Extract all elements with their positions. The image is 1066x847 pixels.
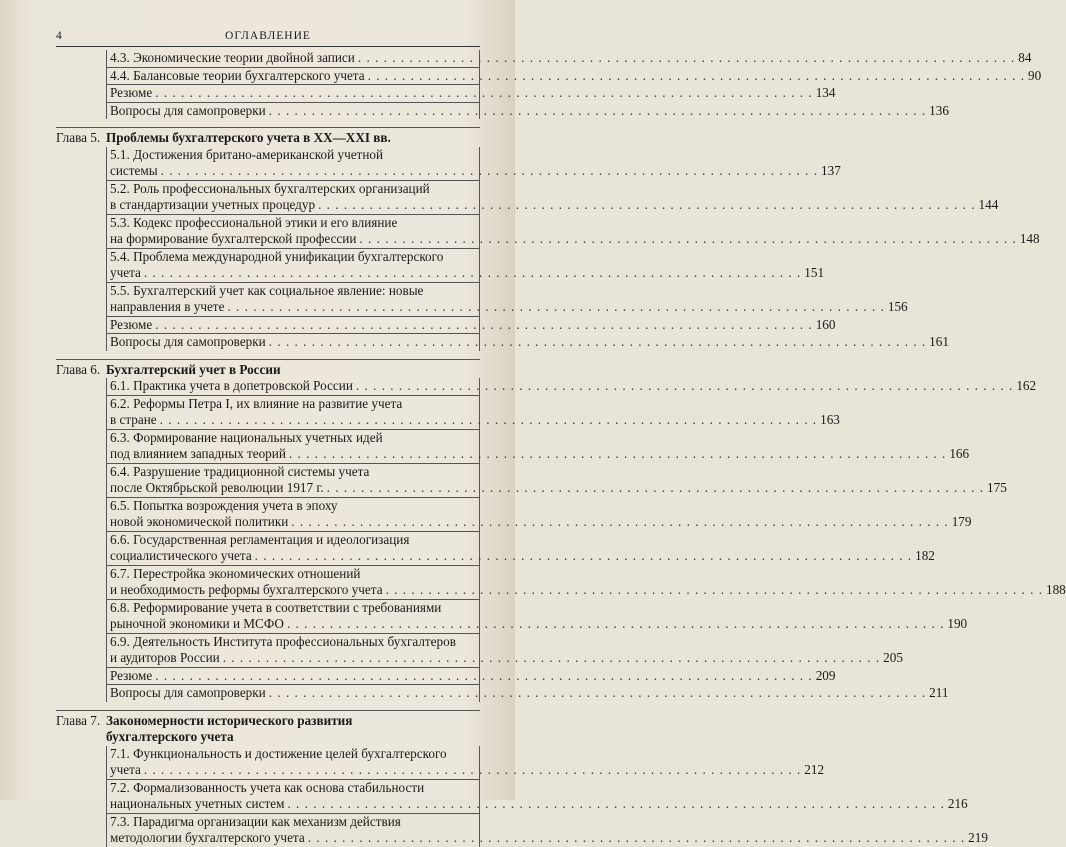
chapter-heading [56, 713, 480, 746]
dot-leader: . . . . . . . . . . . . . . . . . . . . . . . . . . . . . . . . . . . . . . . . . . . . . . . . . . . . . . . . . . . . . . . . . . . . . . . . . . . . . [307, 830, 966, 845]
toc-entry-line [110, 446, 970, 463]
toc-entry[interactable] [107, 813, 988, 847]
toc-entry-line [110, 50, 1032, 67]
chapter-label: Глава 5. [56, 130, 101, 145]
page-title: ОГЛАВЛЕНИЕ [225, 30, 311, 42]
dot-leader: . . . . . . . . . . . . . . . . . . . . . . . . . . . . . . . . . . . . . . . . . . . . . . . . . . . . . . . . . . . . . . . . . . . . . . . . . . . . . [268, 334, 927, 349]
toc-entry-line [110, 633, 456, 651]
toc-entry-line [110, 430, 445, 447]
toc-entries [106, 745, 988, 847]
toc-entry-line [110, 378, 1037, 395]
toc-entry-line [110, 514, 972, 531]
toc-entry-text: 6.8. Реформирование учета в соответствии с требованиями [110, 599, 442, 615]
toc-entry-text: новой экономической политики [110, 514, 289, 529]
toc-entry-text: в стандартизации учетных процедур [110, 197, 316, 212]
toc-entry-line [110, 316, 836, 334]
toc-entry[interactable] [107, 102, 949, 120]
toc-page-number: 134 [815, 85, 836, 100]
toc-entry-text: на формирование бухгалтерской профессии [110, 231, 357, 246]
toc-entry-text: 6.4. Разрушение традиционной системы учета [110, 463, 370, 479]
dot-leader: . . . . . . . . . . . . . . . . . . . . . . . . . . . . . . . . . . . . . . . . . . . . . . . . . . . . . . . . . . . . . . . . . . . . . . . . . . . . . [143, 762, 802, 777]
toc-entry[interactable] [107, 667, 836, 686]
dot-leader: . . . . . . . . . . . . . . . . . . . . . . . . . . . . . . . . . . . . . . . . . . . . . . . . . . . . . . . . . . . . . . . . . . . . . . . . . . . . . [155, 667, 813, 683]
toc-entry-text: 6.1. Практика учета в допетровской России [110, 378, 353, 393]
toc-page-number: 219 [968, 830, 988, 845]
toc-entry[interactable] [107, 463, 1007, 498]
toc-entry[interactable] [107, 497, 972, 532]
toc-page-number: 216 [947, 796, 968, 811]
toc-entry[interactable] [107, 50, 1032, 68]
chapter-heading [56, 362, 480, 379]
toc-entry[interactable] [107, 395, 840, 430]
toc-entry-text: 4.4. Балансовые теории бухгалтерского учета [110, 67, 365, 83]
toc-entry-text: в стране [110, 412, 157, 427]
toc-entry-text: 7.1. Функциональность и достижение целей бухгалтерского [110, 745, 447, 761]
toc-entries [106, 50, 1042, 119]
toc-entry-text: 5.5. Бухгалтерский учет как социальное явление: новые [110, 282, 424, 298]
toc-entry-text: Вопросы для самопроверки [110, 685, 266, 700]
toc-entry-text: системы [110, 163, 158, 178]
toc-entry-text: и аудиторов России [110, 650, 220, 665]
toc-entry-line [110, 814, 445, 831]
toc-page-number: 175 [987, 480, 1007, 495]
toc-entry[interactable] [107, 316, 836, 335]
toc-page-number: 209 [815, 667, 836, 683]
chapter-label: Глава 6. [56, 361, 101, 377]
toc-entry-text: направления в учете [110, 299, 225, 314]
running-header [56, 30, 480, 47]
toc-entry-text: под влиянием западных теорий [110, 446, 286, 461]
dot-leader: . . . . . . . . . . . . . . . . . . . . . . . . . . . . . . . . . . . . . . . . . . . . . . . . . . . . . . . . . . . . . . . . . . . . . . . . . . . . . [359, 231, 1017, 246]
toc-entry[interactable] [107, 334, 949, 351]
toc-entry-text: учета [110, 265, 141, 280]
toc-entry[interactable] [107, 214, 1040, 249]
chapter-label: Глава 7. [56, 712, 101, 728]
toc-entry-line [110, 796, 968, 813]
dot-leader: . . . . . . . . . . . . . . . . . . . . . . . . . . . . . . . . . . . . . . . . . . . . . . . . . . . . . . . . . . . . . . . . . . . . . . . . . . . . . [357, 50, 1016, 65]
toc-entry-line [110, 650, 903, 667]
toc-entry-text: методологии бухгалтерского учета [110, 830, 305, 845]
toc-page-number: 182 [915, 548, 935, 563]
toc-entry-line [110, 667, 836, 685]
toc-page-number: 148 [1019, 231, 1040, 246]
toc-entry-line [110, 265, 825, 282]
toc-entry-line [110, 334, 949, 351]
toc-entry[interactable] [107, 146, 841, 181]
toc-entry-text: 5.2. Роль профессиональных бухгалтерских организаций [110, 180, 430, 196]
toc-entry-text: социалистического учета [110, 548, 252, 563]
toc-entry-line [110, 163, 841, 180]
dot-leader: . . . . . . . . . . . . . . . . . . . . . . . . . . . . . . . . . . . . . . . . . . . . . . . . . . . . . . . . . . . . . . . . . . . . . . . . . . . . . [326, 480, 985, 495]
toc-entry[interactable] [107, 282, 908, 317]
toc-entry-line [110, 685, 949, 702]
dot-leader: . . . . . . . . . . . . . . . . . . . . . . . . . . . . . . . . . . . . . . . . . . . . . . . . . . . . . . . . . . . . . . . . . . . . . . . . . . . . . [254, 548, 913, 563]
toc-entry-line [110, 85, 836, 102]
toc-entry-text: Резюме [110, 667, 153, 683]
toc-entry[interactable] [107, 633, 903, 668]
toc-entry-line [110, 396, 445, 413]
toc-entry-text: 6.5. Попытка возрождения учета в эпоху [110, 497, 338, 513]
toc-entry-text: 6.3. Формирование национальных учетных идей [110, 429, 383, 445]
toc-page-number: 190 [947, 616, 968, 631]
toc-entry[interactable] [107, 85, 836, 103]
toc-entry[interactable] [107, 67, 1042, 86]
toc-entry[interactable] [107, 531, 935, 566]
toc-entry-text: Вопросы для самопроверки [110, 334, 266, 349]
toc-entry[interactable] [107, 378, 1037, 396]
toc-page-number: 188 [1045, 582, 1066, 597]
toc-page-number: 156 [887, 299, 908, 314]
dot-leader: . . . . . . . . . . . . . . . . . . . . . . . . . . . . . . . . . . . . . . . . . . . . . . . . . . . . . . . . . . . . . . . . . . . . . . . . . . . . . [385, 582, 1043, 597]
toc-entry-text: Вопросы для самопроверки [110, 102, 266, 118]
toc-entry-line [110, 249, 445, 266]
toc-entry-text: 4.3. Экономические теории двойной записи [110, 50, 355, 65]
toc-entry-line [110, 498, 445, 515]
toc-entry-line [110, 67, 1042, 85]
toc-page-number: 84 [1018, 50, 1032, 65]
chapter-title: Бухгалтерский учет в России [106, 361, 281, 377]
toc-entry-text: 7.2. Формализованность учета как основа стабильности [110, 779, 425, 795]
toc-entry-line [110, 746, 445, 763]
toc-entry-text: после Октябрьской революции 1917 г. [110, 480, 324, 495]
toc-entry[interactable] [107, 429, 970, 464]
chapter-title: Проблемы бухгалтерского учета в XX—XXI вв. [106, 130, 391, 145]
toc-entry-text: рыночной экономики и МСФО [110, 616, 284, 631]
dot-leader: . . . . . . . . . . . . . . . . . . . . . . . . . . . . . . . . . . . . . . . . . . . . . . . . . . . . . . . . . . . . . . . . . . . . . . . . . . . . . [159, 412, 818, 427]
dot-leader: . . . . . . . . . . . . . . . . . . . . . . . . . . . . . . . . . . . . . . . . . . . . . . . . . . . . . . . . . . . . . . . . . . . . . . . . . . . . . [160, 163, 819, 178]
toc-entry-text: 5.1. Достижения британо-американской учетной [110, 146, 384, 162]
toc-chapter-continued [56, 50, 1042, 119]
toc-entry[interactable] [107, 180, 999, 215]
toc-page-number: 205 [883, 650, 903, 665]
toc-entry-line [110, 566, 445, 583]
toc-entry-line [110, 299, 908, 316]
toc-entry-line [110, 762, 825, 779]
toc-entry-line [110, 830, 988, 847]
toc-entry[interactable] [107, 685, 949, 702]
toc-entry-line [110, 548, 935, 565]
toc-page-number: 137 [821, 163, 841, 178]
dot-leader: . . . . . . . . . . . . . . . . . . . . . . . . . . . . . . . . . . . . . . . . . . . . . . . . . . . . . . . . . . . . . . . . . . . . . . . . . . . . . [155, 316, 813, 332]
toc-entry[interactable] [107, 779, 968, 814]
toc-entry-line [110, 582, 1066, 599]
page-number: 4 [56, 30, 63, 42]
toc-page-number: 166 [949, 446, 970, 461]
toc-entry-text: и необходимость реформы бухгалтерского учета [110, 582, 383, 597]
toc-entry-text: 6.7. Перестройка экономических отношений [110, 565, 361, 581]
toc-chapter [56, 127, 1040, 351]
toc-entry-line [110, 283, 445, 300]
toc-entry-text: 6.9. Деятельность Института профессиональных бухгалтеров [110, 633, 456, 649]
toc-entry-line [110, 147, 445, 164]
toc-entry-text: 5.4. Проблема международной унификации бухгалтерского [110, 248, 444, 264]
toc-page-number: 163 [820, 412, 840, 427]
toc-page-number: 162 [1016, 378, 1037, 393]
toc-entry-line [110, 197, 999, 214]
toc-entry-text: учета [110, 762, 141, 777]
toc-entry-line [110, 464, 445, 481]
dot-leader: . . . . . . . . . . . . . . . . . . . . . . . . . . . . . . . . . . . . . . . . . . . . . . . . . . . . . . . . . . . . . . . . . . . . . . . . . . . . . [355, 378, 1014, 393]
dot-leader: . . . . . . . . . . . . . . . . . . . . . . . . . . . . . . . . . . . . . . . . . . . . . . . . . . . . . . . . . . . . . . . . . . . . . . . . . . . . . [286, 616, 945, 631]
toc-entry-line [110, 780, 445, 797]
dot-leader: . . . . . . . . . . . . . . . . . . . . . . . . . . . . . . . . . . . . . . . . . . . . . . . . . . . . . . . . . . . . . . . . . . . . . . . . . . . . . [268, 102, 927, 118]
dot-leader: . . . . . . . . . . . . . . . . . . . . . . . . . . . . . . . . . . . . . . . . . . . . . . . . . . . . . . . . . . . . . . . . . . . . . . . . . . . . . [227, 299, 885, 314]
toc-page-number: 179 [951, 514, 972, 529]
toc-entry-text: Резюме [110, 316, 153, 332]
dot-leader: . . . . . . . . . . . . . . . . . . . . . . . . . . . . . . . . . . . . . . . . . . . . . . . . . . . . . . . . . . . . . . . . . . . . . . . . . . . . . [318, 197, 976, 212]
toc-chapter [56, 359, 1066, 702]
toc-entry-line [110, 215, 445, 232]
toc-page-number: 144 [978, 197, 999, 212]
chapter-title: Закономерности исторического развития бухгалтерского учета [106, 712, 353, 744]
toc-entry[interactable] [107, 599, 968, 634]
toc-page-number: 161 [929, 334, 949, 349]
toc-entry-text: 6.6. Государственная регламентация и идеологизация [110, 531, 410, 547]
toc-page-number: 160 [815, 316, 836, 332]
table-of-contents [56, 50, 1066, 847]
dot-leader: . . . . . . . . . . . . . . . . . . . . . . . . . . . . . . . . . . . . . . . . . . . . . . . . . . . . . . . . . . . . . . . . . . . . . . . . . . . . . [367, 67, 1026, 83]
toc-entry[interactable] [107, 248, 825, 283]
toc-entry-line [110, 412, 840, 429]
dot-leader: . . . . . . . . . . . . . . . . . . . . . . . . . . . . . . . . . . . . . . . . . . . . . . . . . . . . . . . . . . . . . . . . . . . . . . . . . . . . . [291, 514, 949, 529]
toc-page-number: 151 [804, 265, 825, 280]
toc-page-number: 136 [929, 102, 949, 118]
toc-page-number: 212 [804, 762, 825, 777]
toc-entries [106, 146, 1040, 351]
toc-entries [106, 378, 1066, 702]
toc-entry-text: 6.2. Реформы Петра I, их влияние на развитие учета [110, 395, 403, 411]
chapter-heading [56, 130, 480, 147]
toc-page-number: 211 [929, 685, 949, 700]
toc-entry-line [110, 181, 445, 198]
dot-leader: . . . . . . . . . . . . . . . . . . . . . . . . . . . . . . . . . . . . . . . . . . . . . . . . . . . . . . . . . . . . . . . . . . . . . . . . . . . . . [143, 265, 802, 280]
toc-entry-line [110, 231, 1040, 248]
toc-entry-text: Резюме [110, 85, 153, 100]
dot-leader: . . . . . . . . . . . . . . . . . . . . . . . . . . . . . . . . . . . . . . . . . . . . . . . . . . . . . . . . . . . . . . . . . . . . . . . . . . . . . [288, 446, 947, 461]
toc-entry[interactable] [107, 745, 825, 780]
toc-entry-line [110, 102, 949, 120]
dot-leader: . . . . . . . . . . . . . . . . . . . . . . . . . . . . . . . . . . . . . . . . . . . . . . . . . . . . . . . . . . . . . . . . . . . . . . . . . . . . . [155, 85, 813, 100]
toc-entry-text: 5.3. Кодекс профессиональной этики и его влияние [110, 214, 398, 230]
dot-leader: . . . . . . . . . . . . . . . . . . . . . . . . . . . . . . . . . . . . . . . . . . . . . . . . . . . . . . . . . . . . . . . . . . . . . . . . . . . . . [222, 650, 881, 665]
toc-entry-line [110, 600, 445, 617]
toc-entry[interactable] [107, 565, 1066, 600]
dot-leader: . . . . . . . . . . . . . . . . . . . . . . . . . . . . . . . . . . . . . . . . . . . . . . . . . . . . . . . . . . . . . . . . . . . . . . . . . . . . . [287, 796, 945, 811]
toc-entry-text: 7.3. Парадигма организации как механизм действия [110, 813, 401, 829]
toc-entry-text: национальных учетных систем [110, 796, 285, 811]
toc-page-number: 90 [1028, 67, 1042, 83]
toc-entry-line [110, 480, 1007, 497]
toc-chapter [56, 710, 988, 847]
toc-entry-line [110, 616, 968, 633]
dot-leader: . . . . . . . . . . . . . . . . . . . . . . . . . . . . . . . . . . . . . . . . . . . . . . . . . . . . . . . . . . . . . . . . . . . . . . . . . . . . . [268, 685, 927, 700]
toc-entry-line [110, 532, 445, 549]
